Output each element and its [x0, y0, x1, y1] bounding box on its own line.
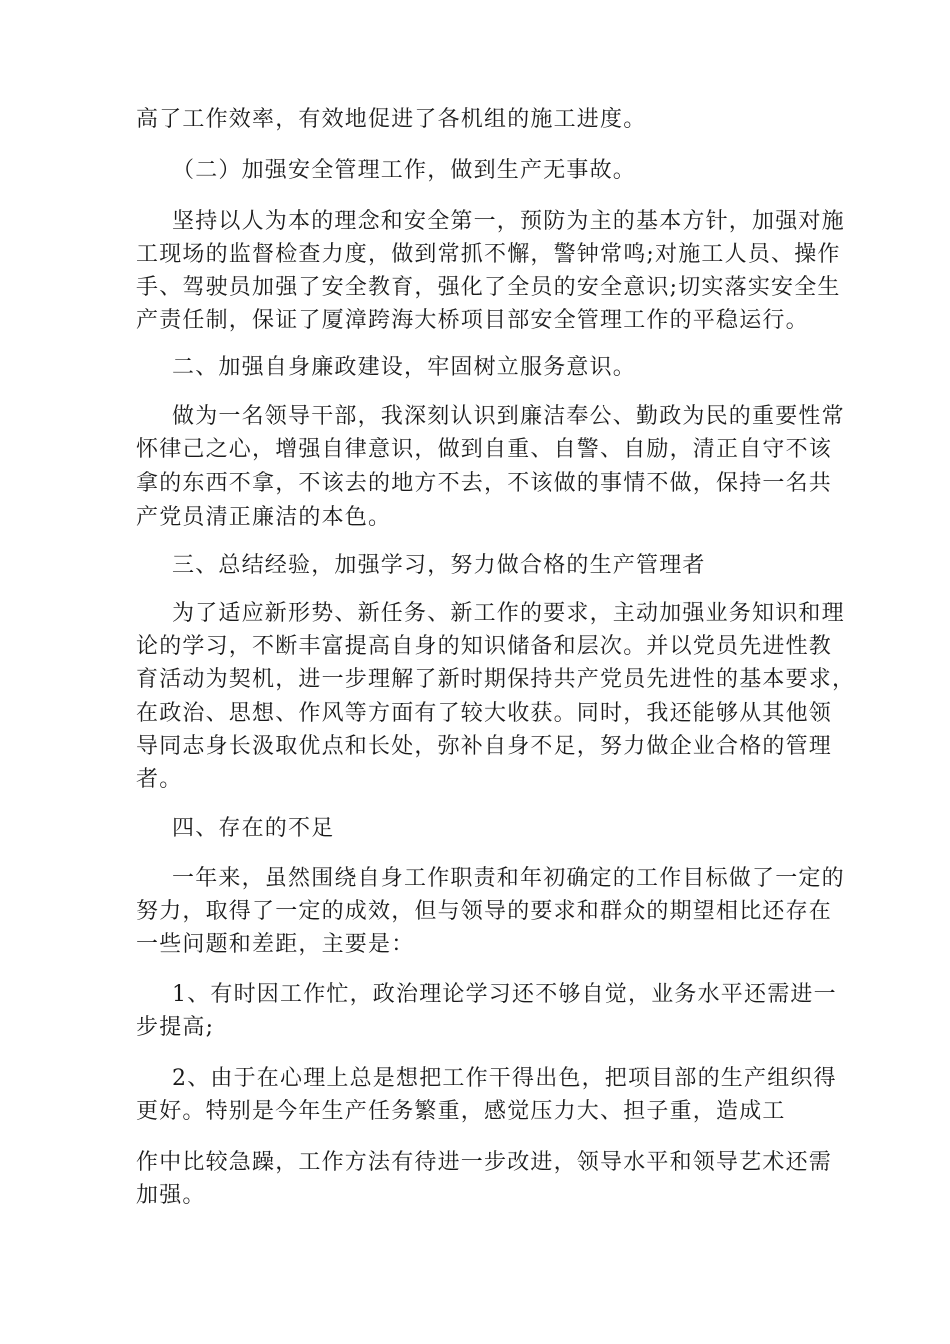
text-line: 一年来，虽然围绕自身工作职责和年初确定的工作目标做了一定的 [172, 866, 845, 891]
text-line: 手、驾驶员加强了安全教育，强化了全员的安全意识;切实落实安全生 [136, 275, 841, 300]
text-line: 者。 [136, 767, 183, 792]
text-line: 作中比较急躁，工作方法有待进一步改进，领导水平和领导艺术还需 [136, 1150, 833, 1175]
list-item: 1、有时因工作忙，政治理论学习还不够自觉，业务水平还需进一 [172, 982, 837, 1007]
list-item: 2、由于在心理上总是想把工作干得出色，把项目部的生产组织得 [172, 1066, 837, 1091]
text-line: 加强。 [136, 1183, 206, 1208]
text-line: 导同志身长汲取优点和长处，弥补自身不足，努力做企业合格的管理 [136, 734, 833, 759]
section-heading: 四、存在的不足 [172, 816, 335, 841]
text-line: 论的学习，不断丰富提高自身的知识储备和层次。并以党员先进性教 [136, 634, 833, 659]
text-line: 高了工作效率，有效地促进了各机组的施工进度。 [136, 107, 647, 132]
text-line: 产党员清正廉洁的本色。 [136, 505, 392, 530]
text-line: 更好。特别是今年生产任务繁重，感觉压力大、担子重，造成工 [136, 1099, 786, 1124]
text-line: 步提高; [136, 1015, 215, 1040]
text-line: 做为一名领导干部，我深刻认识到廉洁奉公、勤政为民的重要性常 [172, 404, 845, 429]
text-line: 坚持以人为本的理念和安全第一，预防为主的基本方针，加强对施 [172, 209, 845, 234]
text-line: 工现场的监督检查力度，做到常抓不懈，警钟常鸣;对施工人员、操作 [136, 242, 841, 267]
text-line: 在政治、思想、作风等方面有了较大收获。同时，我还能够从其他领 [136, 701, 833, 726]
text-line: 怀律己之心，增强自律意识，做到自重、自警、自励，清正自守不该 [136, 437, 833, 462]
text-line: 一些问题和差距，主要是： [136, 932, 415, 957]
text-line: 努力，取得了一定的成效，但与领导的要求和群众的期望相比还存在 [136, 899, 833, 924]
text-line: 拿的东西不拿，不该去的地方不去，不该做的事情不做，保持一名共 [136, 471, 833, 496]
section-heading: 三、总结经验，加强学习，努力做合格的生产管理者 [172, 553, 706, 578]
section-heading: （二）加强安全管理工作，做到生产无事故。 [172, 158, 637, 183]
section-heading: 二、加强自身廉政建设，牢固树立服务意识。 [172, 355, 637, 380]
text-line: 为了适应新形势、新任务、新工作的要求，主动加强业务知识和理 [172, 601, 845, 626]
text-line: 育活动为契机，进一步理解了新时期保持共产党员先进性的基本要求， [136, 667, 856, 692]
text-line: 产责任制，保证了厦漳跨海大桥项目部安全管理工作的平稳运行。 [136, 308, 809, 333]
